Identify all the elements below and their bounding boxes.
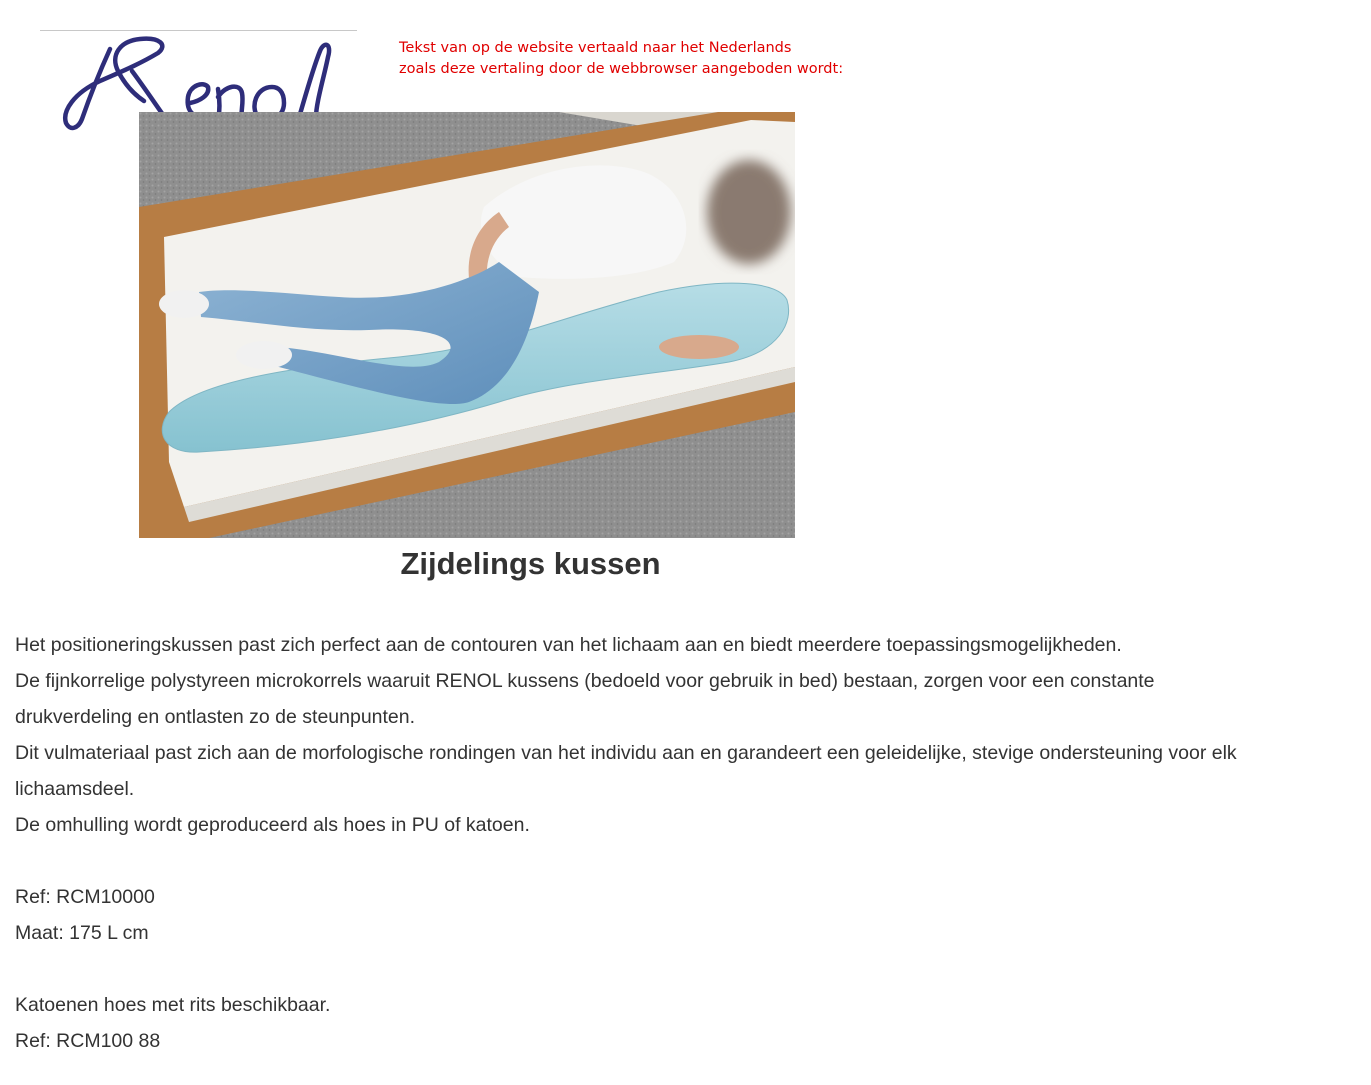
notice-line-1: Tekst van op de website vertaald naar het Nederlands bbox=[399, 40, 792, 56]
description-line: drukverdeling en ontlasten zo de steunpunten. bbox=[15, 706, 416, 728]
description-line: Het positioneringskussen past zich perfect aan de contouren van het lichaam aan en biedt meerdere toepassingsmogelijkheden. bbox=[15, 634, 1122, 656]
product-photo bbox=[139, 112, 795, 538]
product-photo-side-pillow-icon bbox=[139, 112, 795, 538]
spacer bbox=[15, 951, 1355, 987]
description-line: lichaamsdeel. bbox=[15, 778, 135, 800]
product-title: Zijdelings kussen bbox=[400, 546, 661, 581]
product-ref: Ref: RCM10000 bbox=[15, 886, 155, 908]
cover-availability: Katoenen hoes met rits beschikbaar. bbox=[15, 994, 331, 1016]
notice-line-2: zoals deze vertaling door de webbrowser aangeboden wordt: bbox=[399, 61, 844, 77]
translation-notice bbox=[399, 38, 919, 80]
description-line: De omhulling wordt geproduceerd als hoes in PU of katoen. bbox=[15, 814, 530, 836]
description-line: Dit vulmateriaal past zich aan de morfologische rondingen van het individu aan en garandeert een geleidelijke, stevige ondersteuning voor elk bbox=[15, 742, 1237, 764]
product-description bbox=[15, 627, 1355, 1059]
spacer bbox=[15, 843, 1355, 879]
cover-ref: Ref: RCM100 88 bbox=[15, 1030, 161, 1052]
description-line: De fijnkorrelige polystyreen microkorrels waaruit RENOL kussens (bedoeld voor gebruik in bed) bestaan, zorgen voor een constante bbox=[15, 670, 1155, 692]
product-size: Maat: 175 L cm bbox=[15, 922, 149, 944]
